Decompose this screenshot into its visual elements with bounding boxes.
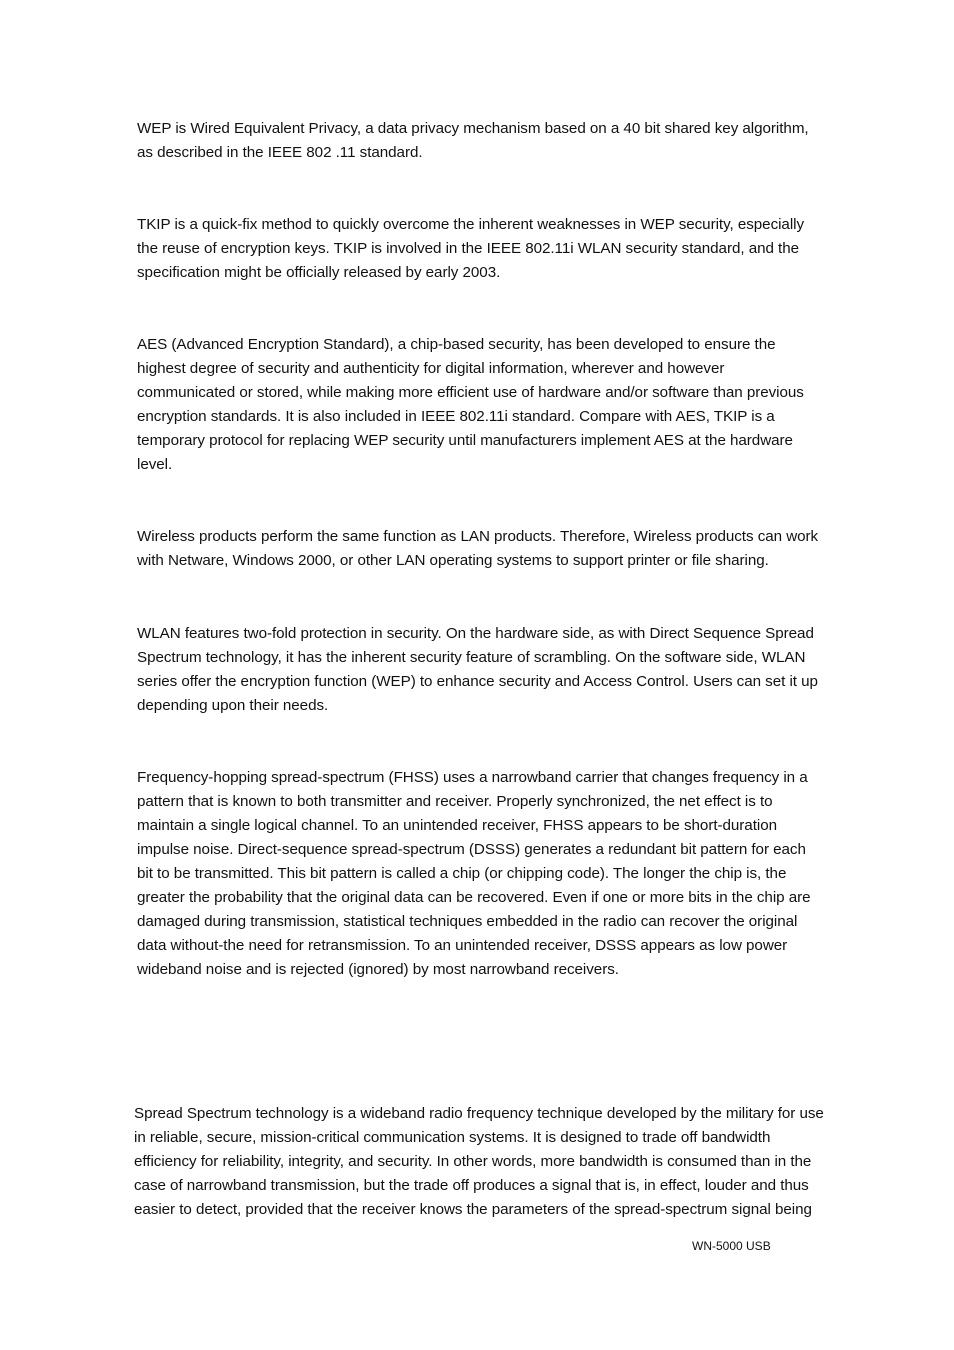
paragraph-spread-spectrum: Spread Spectrum technology is a wideband radio frequency technique developed by the military for use in reliable, secure, mission-critical communication systems. It is designed to trade off bandwidth efficiency for reliability, integrity, and security. In other words, more bandwidth is consumed than in the case of narrowband transmission, but the trade off produces a signal that is, in effect, louder and thus easier to detect, provided that the receiver knows the parameters of the spread-spectrum signal being xyxy=(134,1105,824,1218)
paragraph-tkip: TKIP is a quick-fix method to quickly overcome the inherent weaknesses in WEP security, especially the reuse of encryption keys. TKIP is involved in the IEEE 802.11i WLAN security standard, and the specification might be officially released by early 2003. xyxy=(137,216,805,281)
footer-product-name: WN-5000 USB xyxy=(692,1239,771,1253)
paragraph-fhss-dsss: Frequency-hopping spread-spectrum (FHSS) uses a narrowband carrier that changes frequency in a pattern that is known to both transmitter and receiver. Properly synchronized, the net effect is to maintain a single logical channel. To an unintended receiver, FHSS appears to be short-duration impulse noise. Direct-sequence spread-spectrum (DSSS) generates a redundant bit pattern for each bit to be transmitted. This bit pattern is called a chip (or chipping code). The longer the chip is, the greater the probability that the original data can be recovered. Even if one or more bits in the chip are damaged during transmission, statistical techniques embedded in the radio can recover the original data without-the need for retransmission. To an unintended receiver, DSSS appears as low power wideband noise and is rejected (ignored) by most narrowband receivers. xyxy=(137,769,811,978)
paragraph-wlan-security: WLAN features two-fold protection in security. On the hardware side, as with Direct Sequence Spread Spectrum technology, it has the inherent security feature of scrambling. On the software side, WLAN series offer the encryption function (WEP) to enhance security and Access Control. Users can set it up depending upon their needs. xyxy=(137,625,818,714)
paragraph-wep: WEP is Wired Equivalent Privacy, a data privacy mechanism based on a 40 bit shared key algorithm, as described in the IEEE 802 .11 standard. xyxy=(137,120,809,161)
paragraph-wireless-lan: Wireless products perform the same function as LAN products. Therefore, Wireless products can work with Netware, Windows 2000, or other LAN operating systems to support printer or file sharing. xyxy=(137,528,819,569)
paragraph-aes: AES (Advanced Encryption Standard), a chip-based security, has been developed to ensure the highest degree of security and authenticity for digital information, wherever and however communicated or stored, while making more efficient use of hardware and/or software than previous encryption standards. It is also included in IEEE 802.11i standard. Compare with AES, TKIP is a temporary protocol for replacing WEP security until manufacturers implement AES at the hardware level. xyxy=(137,336,804,473)
